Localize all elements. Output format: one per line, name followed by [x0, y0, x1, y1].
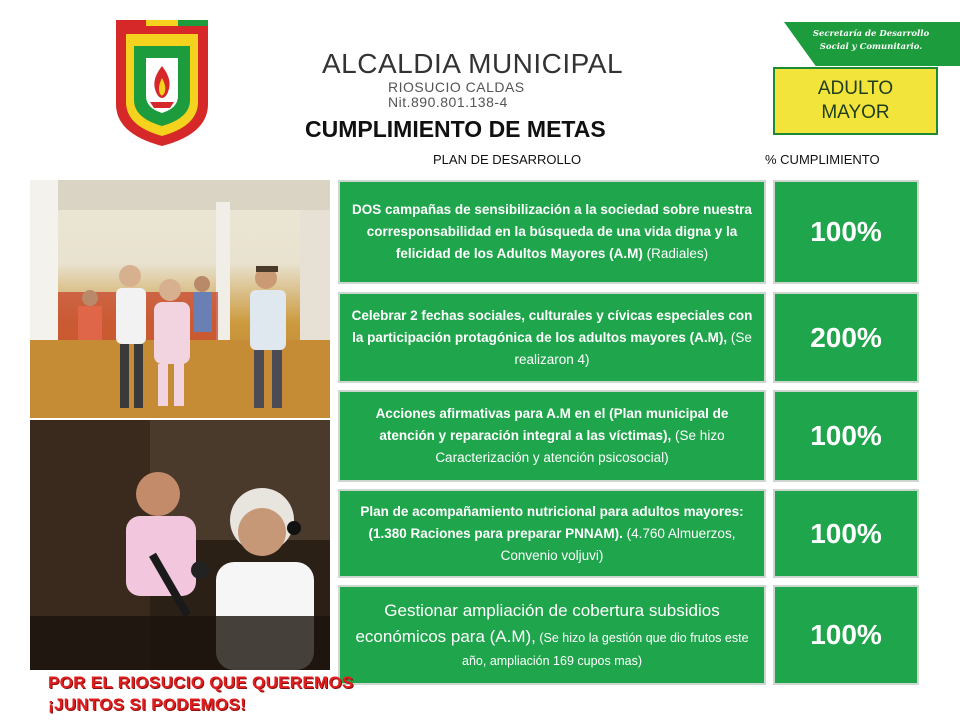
- photo-radio-studio: [30, 420, 330, 670]
- goal-row-5: [338, 585, 766, 685]
- goal-4-text: [348, 501, 756, 567]
- municipality-details: [388, 80, 525, 110]
- municipality-name: ALCALDIA MUNICIPAL: [322, 48, 624, 79]
- goal-row-3: [338, 390, 766, 482]
- goal-2-main: Celebrar 2 fechas sociales, culturales y cívicas especiales con la participación protagónica de los adultos mayores (A.M),: [351, 307, 753, 345]
- column-header-percent: % CUMPLIMIENTO: [765, 152, 880, 167]
- goal-row-4: [338, 489, 766, 578]
- goal-3-main: Acciones afirmativas para A.M en el (Plan municipal de atención y reparación integral a las víctimas),: [375, 406, 729, 443]
- goal-2-percent: 200%: [773, 292, 919, 383]
- goal-2-note: (Se realizaron 4): [514, 329, 752, 367]
- goal-5-main: Gestionar ampliación de cobertura subsidios económicos para (A.M),: [355, 601, 720, 646]
- goal-3-text: [348, 403, 756, 469]
- slogan-line-2: ¡JUNTOS SI PODEMOS!: [48, 695, 247, 714]
- goal-3-note: (Se hizo Caracterización y atención psicosocial): [435, 428, 725, 465]
- program-badge-line-1: ADULTO: [817, 78, 894, 99]
- column-header-plan: PLAN DE DESARROLLO: [433, 152, 582, 167]
- page-title: CUMPLIMIENTO DE METAS: [305, 116, 606, 142]
- goal-1-main: DOS campañas de sensibilización a la sociedad sobre nuestra corresponsabilidad en la búsqueda de una vida digna y la felicidad de los Adultos Mayores (A.M): [352, 202, 752, 261]
- municipality-city: RIOSUCIO CALDAS: [388, 79, 525, 95]
- goal-3-percent: 100%: [773, 390, 919, 482]
- photo-dancing-event: [30, 180, 330, 418]
- program-badge: [773, 67, 938, 135]
- goal-1-note: (Radiales): [642, 246, 709, 261]
- program-badge-line-2: MAYOR: [821, 102, 890, 123]
- goal-row-1: [338, 180, 766, 284]
- goal-5-text: [348, 598, 756, 672]
- slogan: [48, 672, 354, 716]
- goal-5-note: (Se hizo la gestión que dio frutos este año, ampliación 169 cupos mas): [462, 631, 749, 668]
- goal-row-2: [338, 292, 766, 383]
- municipality-nit: Nit.890.801.138-4: [388, 94, 508, 110]
- goal-4-main: Plan de acompañamiento nutricional para adultos mayores: (1.380 Raciones para preparar PNNAM).: [360, 503, 744, 541]
- goal-1-text: [348, 199, 756, 265]
- goal-4-percent: 100%: [773, 489, 919, 578]
- department-ribbon-text: [796, 28, 946, 54]
- ribbon-line-2: Social y Comunitario.: [819, 42, 923, 52]
- goal-2-text: [348, 305, 756, 371]
- goal-5-percent: 100%: [773, 585, 919, 685]
- goal-4-note: (4.760 Almuerzos, Convenio voljuvi): [500, 525, 736, 563]
- municipal-shield-logo: [112, 12, 212, 148]
- ribbon-line-1: Secretaría de Desarrollo: [812, 29, 930, 39]
- slogan-line-1: POR EL RIOSUCIO QUE QUEREMOS: [48, 673, 354, 692]
- goal-1-percent: 100%: [773, 180, 919, 284]
